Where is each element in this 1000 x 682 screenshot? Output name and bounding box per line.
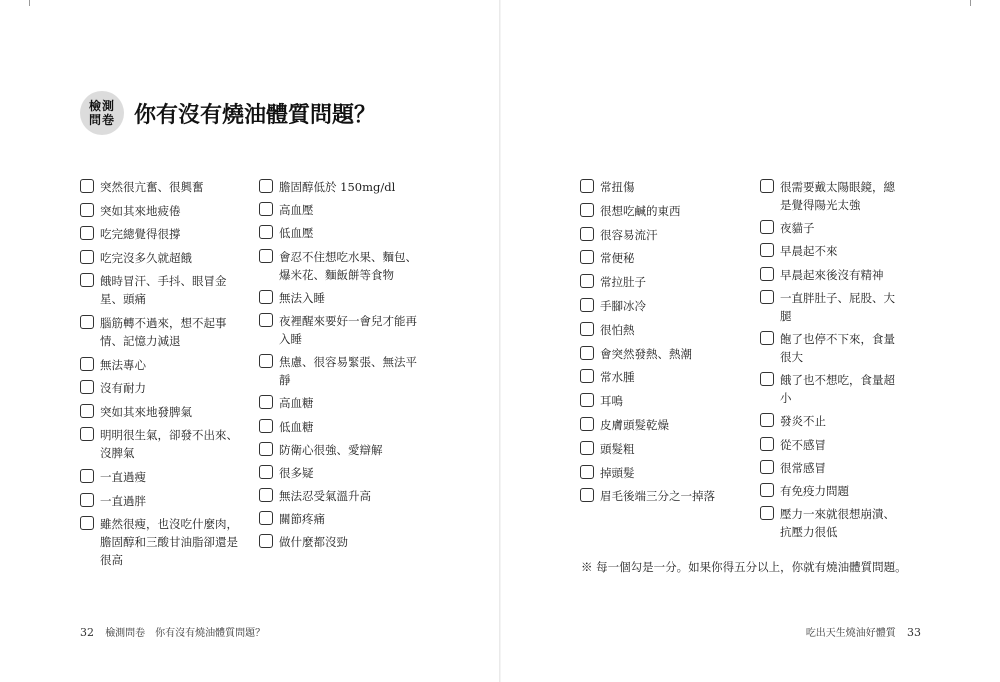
checklist-item[interactable] [580, 464, 740, 482]
checklist-item-label: 早晨起來後沒有精神 [780, 267, 884, 282]
checklist-item-label: 會忍不住想吃水果、麵包、爆米花、麵飯餅等食物 [279, 249, 417, 282]
checklist-item-label: 沒有耐力 [100, 381, 146, 396]
checklist-item[interactable] [259, 464, 424, 482]
checklist-item[interactable] [259, 178, 424, 196]
checklist-item[interactable] [760, 289, 900, 325]
checklist-item-label: 夜裡醒來要好一會兒才能再入睡 [279, 313, 417, 346]
checkbox[interactable] [80, 469, 94, 483]
checklist-item-label: 耳鳴 [600, 394, 623, 409]
checklist-item[interactable] [259, 224, 424, 242]
checkbox[interactable] [760, 413, 774, 427]
checklist-item[interactable] [259, 201, 424, 219]
checkbox[interactable] [580, 179, 594, 193]
checklist-item-label: 餓了也不想吃，食量超小 [780, 373, 895, 406]
checklist-item-label: 膽固醇低於 150mg/dl [279, 180, 396, 194]
checkbox[interactable] [760, 331, 774, 345]
checkbox[interactable] [760, 267, 774, 281]
checklist-column-4 [760, 178, 900, 546]
checklist-item-label: 壓力一來就很想崩潰、抗壓力很低 [780, 507, 895, 540]
checklist-item-label: 早晨起不來 [780, 244, 838, 259]
checklist-item[interactable] [259, 353, 424, 389]
checklist-item[interactable] [80, 379, 240, 397]
checkbox[interactable] [259, 290, 273, 304]
checklist-item-label: 很想吃鹹的東西 [600, 203, 681, 218]
checklist-item[interactable] [80, 202, 240, 220]
checklist-item[interactable] [80, 403, 240, 421]
checklist-item-label: 雖然很瘦，也沒吃什麼肉，膽固醇和三酸甘油脂卻還是很高 [100, 517, 238, 568]
checklist-item[interactable] [259, 394, 424, 412]
checkbox[interactable] [80, 493, 94, 507]
checklist-item[interactable] [760, 436, 900, 454]
checkbox[interactable] [760, 243, 774, 257]
checklist-item[interactable] [580, 345, 740, 363]
checklist-item[interactable] [580, 392, 740, 410]
checklist-item[interactable] [80, 468, 240, 486]
checkbox[interactable] [259, 313, 273, 327]
checkbox[interactable] [760, 179, 774, 193]
checklist-item[interactable] [760, 412, 900, 430]
checkbox[interactable] [259, 465, 273, 479]
checkbox[interactable] [259, 488, 273, 502]
checkbox[interactable] [580, 441, 594, 455]
checklist-item-label: 餓時冒汗、手抖、眼冒金星、頭痛 [100, 274, 227, 307]
checklist-item[interactable] [80, 426, 240, 462]
checkbox[interactable] [80, 380, 94, 394]
checkbox[interactable] [760, 437, 774, 451]
checklist-item[interactable] [80, 314, 240, 350]
checklist-item-label: 一直過瘦 [100, 469, 146, 484]
checkbox[interactable] [80, 203, 94, 217]
checklist-item-label: 突如其來地發脾氣 [100, 404, 192, 419]
footer-left [80, 624, 265, 639]
checklist-column-1 [80, 178, 240, 575]
checkbox[interactable] [259, 249, 273, 263]
checklist-column-3 [580, 178, 740, 511]
checklist-item-label: 很常感冒 [780, 460, 826, 475]
checkbox[interactable] [80, 273, 94, 287]
checkbox[interactable] [259, 179, 273, 193]
checklist-item[interactable] [259, 510, 424, 528]
running-head-right: 吃出天生燒油好體質 [805, 628, 896, 639]
checklist-item[interactable] [580, 202, 740, 220]
checkbox[interactable] [580, 298, 594, 312]
checkbox[interactable] [259, 442, 273, 456]
checklist-item[interactable] [80, 225, 240, 243]
checkbox[interactable] [760, 483, 774, 497]
checkbox[interactable] [580, 488, 594, 502]
checklist-item-label: 低血壓 [279, 226, 314, 241]
checklist-item-label: 發炎不止 [780, 414, 826, 429]
checkbox[interactable] [80, 357, 94, 371]
checklist-item[interactable] [580, 416, 740, 434]
checklist-item-label: 會突然發熱、熱潮 [600, 346, 692, 361]
checklist-item[interactable] [760, 178, 900, 214]
checklist-item-label: 很多疑 [279, 465, 314, 480]
badge-line-2: 問卷 [88, 113, 115, 127]
checkbox[interactable] [259, 395, 273, 409]
checklist-item[interactable] [580, 226, 740, 244]
checklist-item-label: 常水腫 [600, 370, 635, 385]
checklist-item[interactable] [760, 459, 900, 477]
checklist-item-label: 飽了也停不下來，食量很大 [780, 331, 895, 364]
checklist-item[interactable] [80, 515, 240, 569]
checklist-item[interactable] [80, 356, 240, 374]
checklist-item-label: 做什麼都沒勁 [279, 535, 348, 550]
checklist-item[interactable] [259, 289, 424, 307]
checklist-item-label: 無法入睡 [279, 290, 325, 305]
checklist-item-label: 吃完總覺得很撐 [100, 227, 181, 242]
checklist-item-label: 高血糖 [279, 396, 314, 411]
checklist-item-label: 腦筋轉不過來，想不起事情、記憶力減退 [100, 315, 227, 348]
checklist-item-label: 低血糖 [279, 419, 314, 434]
checklist-item[interactable] [580, 297, 740, 315]
checklist-item[interactable] [259, 418, 424, 436]
checkbox[interactable] [760, 506, 774, 520]
checklist-item-label: 很需要戴太陽眼鏡，總是覺得陽光太強 [780, 180, 895, 212]
checklist-item[interactable] [80, 492, 240, 510]
checklist-item[interactable] [580, 440, 740, 458]
checklist-item[interactable] [259, 441, 424, 459]
scoring-note: ※ 每一個勾是一分。如果你得五分以上，你就有燒油體質問題。 [581, 560, 907, 574]
checklist-item[interactable] [580, 178, 740, 196]
checklist-item-label: 手腳冰冷 [600, 298, 646, 313]
checklist-item-label: 無法專心 [100, 357, 146, 372]
checkbox[interactable] [760, 372, 774, 386]
left-page [0, 0, 499, 682]
checklist-item[interactable] [760, 266, 900, 284]
checklist-item[interactable] [760, 505, 900, 541]
checklist-item[interactable] [760, 219, 900, 237]
checklist-item[interactable] [760, 482, 900, 500]
checkbox[interactable] [760, 290, 774, 304]
checklist-item[interactable] [259, 533, 424, 551]
checklist-item[interactable] [80, 249, 240, 267]
checkbox[interactable] [580, 417, 594, 431]
checkbox[interactable] [80, 179, 94, 193]
checklist-item-label: 吃完沒多久就超餓 [100, 250, 192, 265]
checklist-item[interactable] [580, 368, 740, 386]
checklist-item-label: 頭髮粗 [600, 441, 635, 456]
page-number-right: 33 [907, 626, 921, 639]
checkbox[interactable] [80, 315, 94, 329]
checkbox[interactable] [259, 225, 273, 239]
checkbox[interactable] [580, 322, 594, 336]
footer-right [806, 624, 921, 639]
checklist-item[interactable] [80, 178, 240, 196]
checklist-item-label: 突然很亢奮、很興奮 [100, 180, 204, 194]
checklist-item-label: 很怕熱 [600, 322, 635, 337]
checkbox[interactable] [760, 460, 774, 474]
checkbox[interactable] [580, 250, 594, 264]
checkbox[interactable] [760, 220, 774, 234]
checklist-item[interactable] [580, 273, 740, 291]
badge-line-1: 檢測 [88, 99, 115, 113]
right-page [501, 0, 1000, 682]
checkbox[interactable] [580, 203, 594, 217]
checklist-item-label: 焦慮、很容易緊張、無法平靜 [279, 355, 417, 388]
checklist-item[interactable] [580, 249, 740, 267]
checklist-item-label: 常便秘 [600, 251, 635, 266]
checklist-item[interactable] [259, 312, 424, 348]
checklist-item-label: 從不感冒 [780, 437, 826, 452]
checklist-column-2 [259, 178, 424, 557]
checkbox[interactable] [259, 511, 273, 525]
checklist-item[interactable] [259, 248, 424, 284]
checklist-item[interactable] [760, 242, 900, 260]
checklist-item[interactable] [580, 487, 740, 505]
checklist-item-label: 夜貓子 [780, 221, 815, 236]
checklist-item-label: 突如其來地疲倦 [100, 203, 181, 218]
checklist-item-label: 防衛心很強、愛辯解 [279, 442, 383, 457]
checklist-item-label: 高血壓 [279, 203, 314, 218]
checkbox[interactable] [259, 419, 273, 433]
checkbox[interactable] [580, 346, 594, 360]
checklist-item[interactable] [580, 321, 740, 339]
checklist-item-label: 有免疫力問題 [780, 483, 849, 498]
checkbox[interactable] [259, 202, 273, 216]
checklist-item-label: 一直胖肚子、屁股、大腿 [780, 290, 895, 323]
checklist-item[interactable] [259, 487, 424, 505]
checkbox[interactable] [259, 354, 273, 368]
running-head-left: 檢測問卷 你有沒有燒油體質問題？ [105, 628, 266, 639]
checklist-item-label: 一直過胖 [100, 493, 146, 508]
questionnaire-badge [80, 91, 124, 135]
checklist-item-label: 常拉肚子 [600, 275, 646, 290]
checkbox[interactable] [580, 393, 594, 407]
checkbox[interactable] [80, 250, 94, 264]
checkbox[interactable] [80, 226, 94, 240]
page-title: 你有沒有燒油體質問題？ [134, 103, 377, 128]
checklist-item-label: 皮膚頭髮乾燥 [600, 417, 669, 432]
checklist-item-label: 關節疼痛 [279, 512, 325, 527]
checklist-item-label: 無法忍受氣溫升高 [279, 489, 371, 504]
checkbox[interactable] [80, 427, 94, 441]
checklist-item-label: 眉毛後端三分之一掉落 [600, 489, 715, 504]
checklist-item[interactable] [760, 330, 900, 366]
checklist-item-label: 掉頭髮 [600, 465, 635, 480]
checklist-item[interactable] [80, 272, 240, 308]
page-number-left: 32 [80, 626, 94, 639]
checkbox[interactable] [580, 465, 594, 479]
checkbox[interactable] [580, 274, 594, 288]
checkbox[interactable] [80, 516, 94, 530]
checklist-item[interactable] [760, 371, 900, 407]
checkbox[interactable] [580, 369, 594, 383]
checkbox[interactable] [80, 404, 94, 418]
checkbox[interactable] [259, 534, 273, 548]
checklist-item-label: 很容易流汗 [600, 227, 658, 242]
checklist-item-label: 明明很生氣，卻發不出來、沒脾氣 [100, 428, 238, 461]
checklist-item-label: 常扭傷 [600, 180, 635, 194]
checkbox[interactable] [580, 227, 594, 241]
